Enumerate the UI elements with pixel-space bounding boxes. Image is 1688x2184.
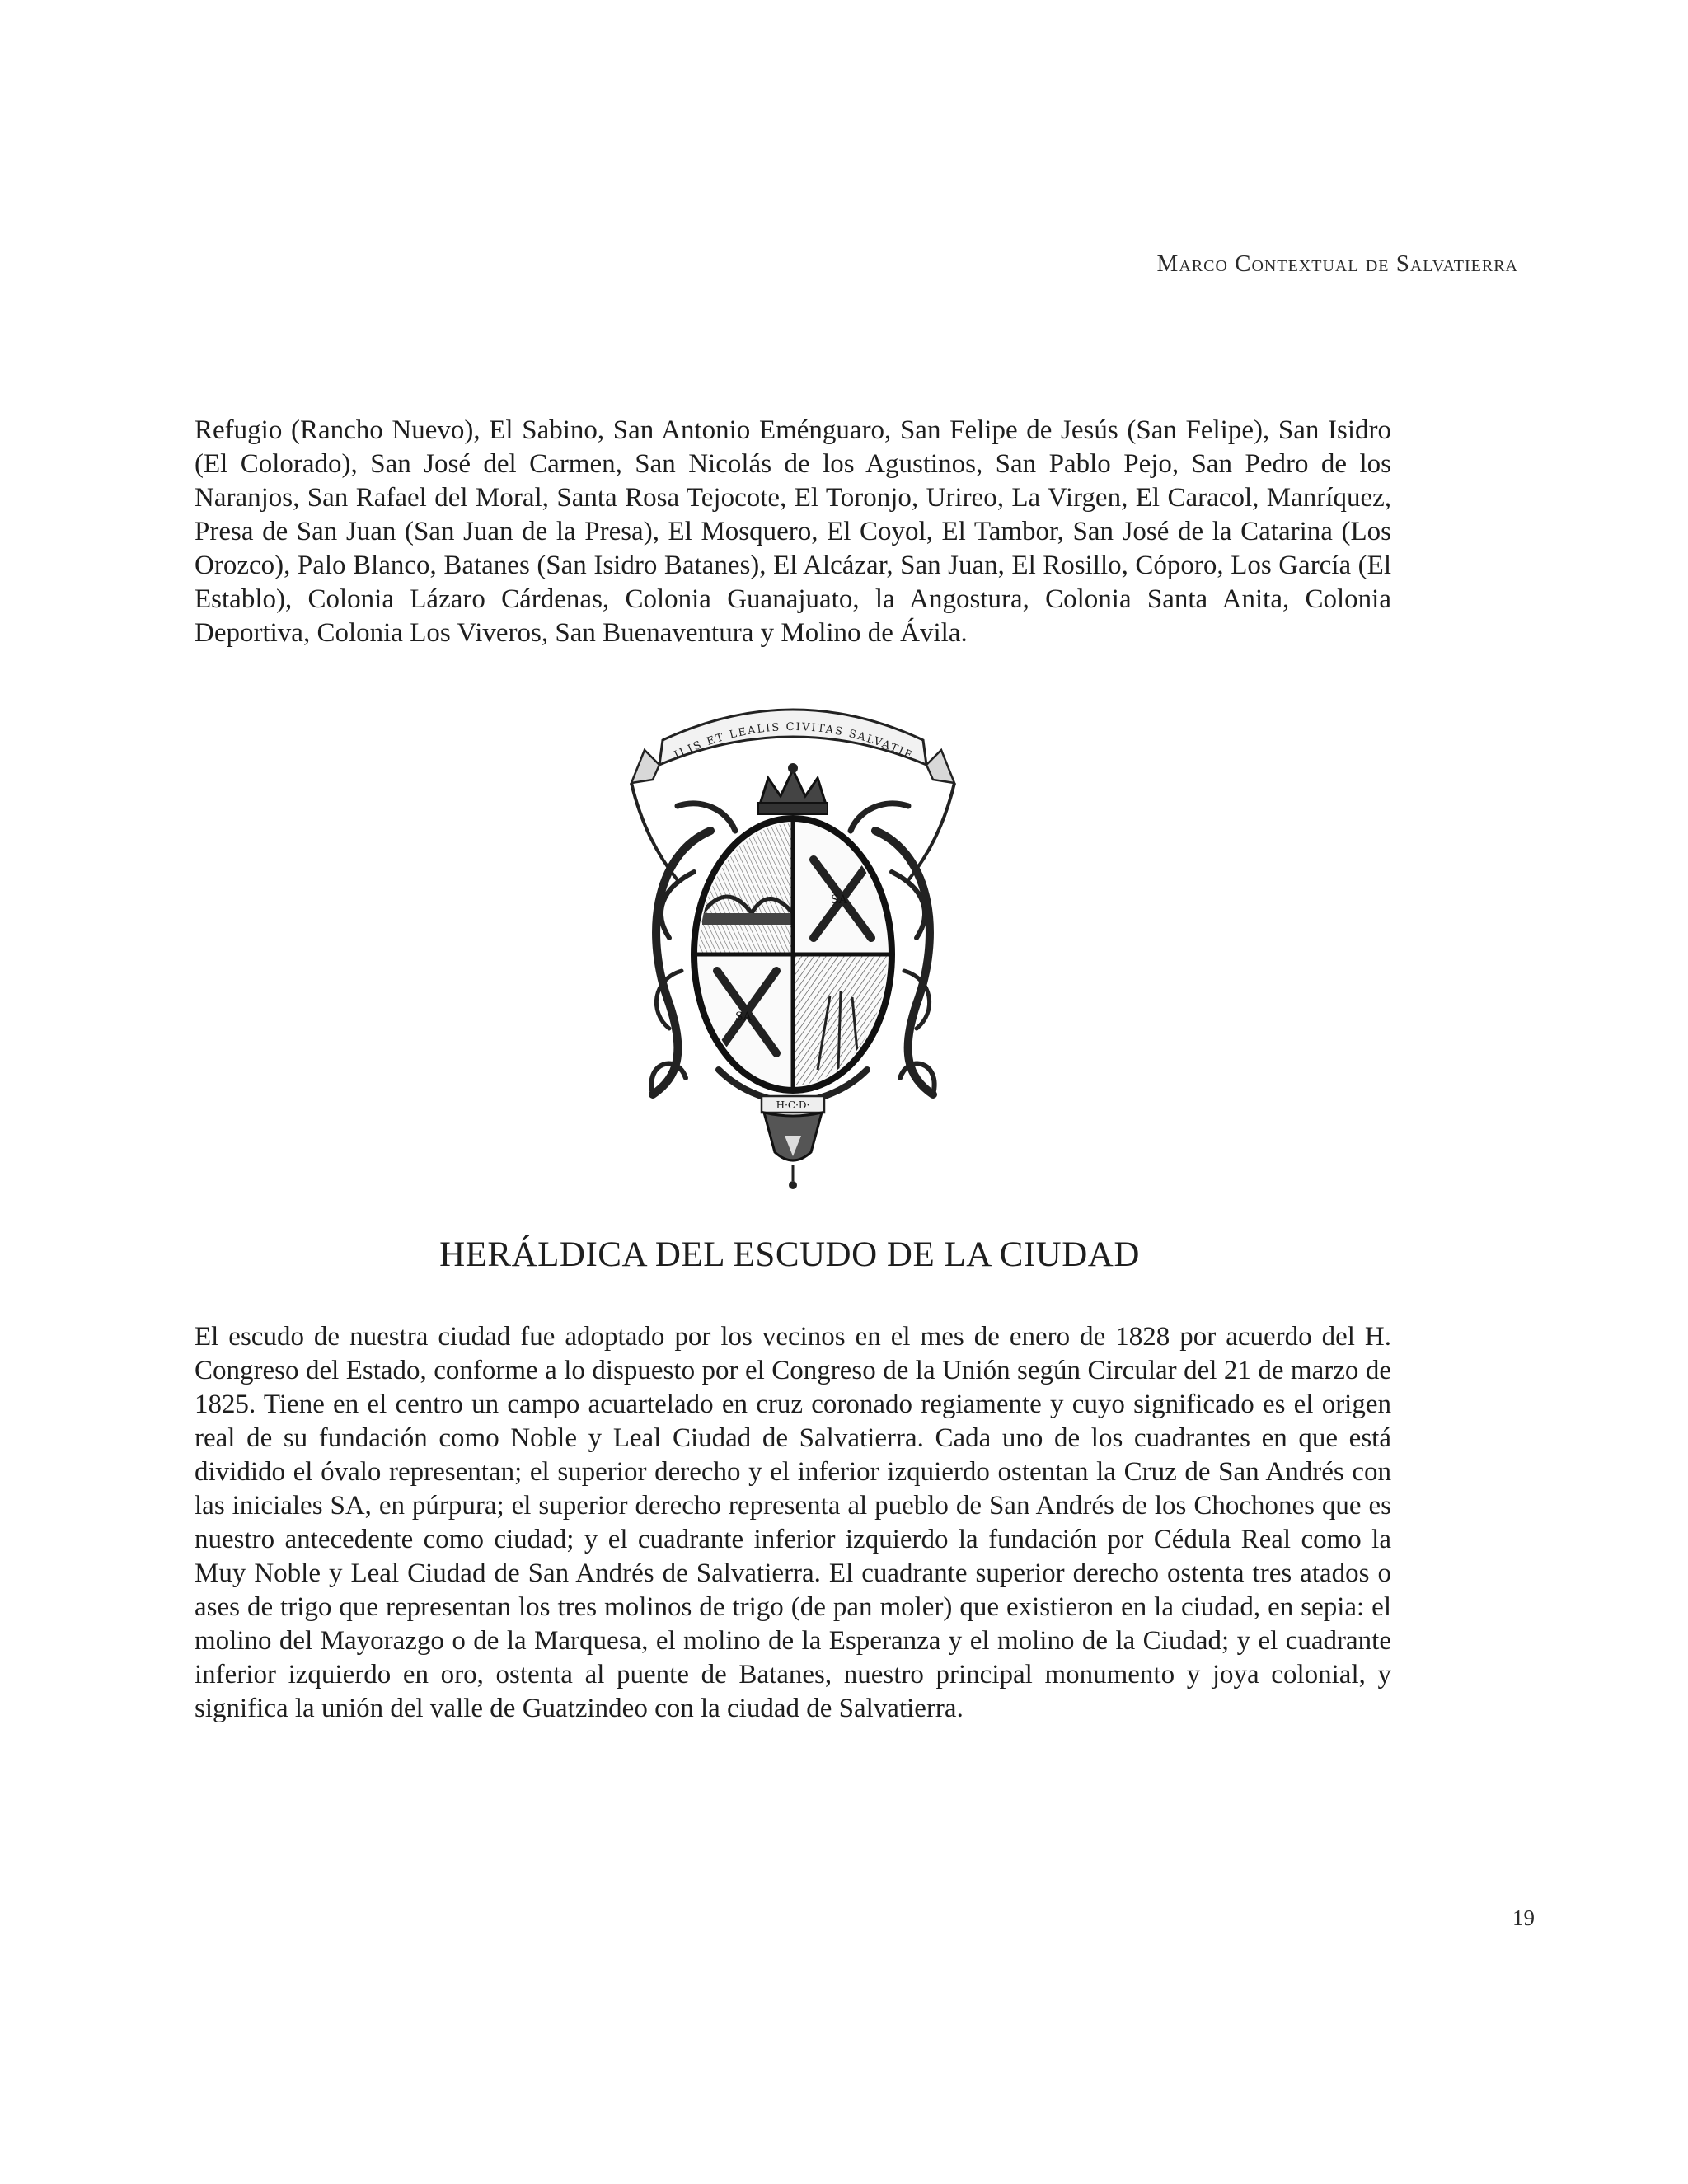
base-inscription: H·C·D·: [776, 1099, 810, 1111]
section-body-paragraph: El escudo de nuestra ciudad fue adoptado por los vecinos en el mes de enero de 1828 por acuerdo del H. Congreso del Estado, conforme a lo dispuesto por el Congreso de la Unión según Circular del 21 de marzo de 1825. Tiene en el centro un campo acuartelado en cruz coronado regiamente y cuyo significado es el origen real de su fundación como Noble y Leal Ciudad de Salvatierra. Cada uno de los cuadrantes en que está dividido el óvalo representan; el superior derecho y el inferior izquierdo ostentan la Cruz de San Andrés con las iniciales SA, en púrpura; el superior derecho representa al pueblo de San Andrés de los Chochones que es nuestro antecedente como ciudad; y el cuadrante inferior izquierdo la fundación por Cédula Real como la Muy Noble y Leal Ciudad de San Andrés de Salvatierra. El cuadrante superior derecho ostenta tres atados o ases de trigo que representan los tres molinos de trigo (de pan moler) que existieron en la ciudad, en sepia: el molino del Mayorazgo o de la Marquesa, el molino de la Esperanza y el molino de la Ciudad; y el cuadrante inferior izquierdo en oro, ostenta al puente de Batanes, nuestro principal monumento y joya colonial, y significa la unión del valle de Guatzindeo con la ciudad de Salvatierra.: [195, 1322, 1391, 1723]
intro-paragraph: Refugio (Rancho Nuevo), El Sabino, San Antonio Eménguaro, San Felipe de Jesús (San Felipe), San Isidro (El Colorado), San José del Carmen, San Nicolás de los Agustinos, San Pablo Pejo, San Pedro de los Naranjos, San Rafael del Moral, Santa Rosa Tejocote, El Toronjo, Urireo, La Virgen, El Caracol, Manríquez, Presa de San Juan (San Juan de la Presa), El Mosquero, El Coyol, El Tambor, San José de la Catarina (Los Orozco), Palo Blanco, Batanes (San Isidro Batanes), El Alcázar, San Juan, El Rosillo, Cóporo, Los García (El Establo), Colonia Lázaro Cárdenas, Colonia Guanajuato, la Angostura, Colonia Santa Anita, Colonia Deportiva, Colonia Los Viveros, San Buenaventura y Molino de Ávila.: [195, 415, 1391, 648]
coat-of-arms-illustration: [620, 707, 966, 1193]
crown-icon: [758, 763, 828, 814]
initials-upper-right: SA: [831, 893, 847, 907]
quadrant-upper-left: [699, 823, 793, 954]
section-title: HERÁLDICA DEL ESCUDO DE LA CIUDAD: [439, 1235, 1140, 1274]
page-number: 19: [1512, 1905, 1535, 1930]
city-coat-of-arms: [620, 707, 966, 1193]
shield: [694, 818, 892, 1090]
pendant-base: [762, 1096, 824, 1189]
initials-lower-left: SA: [735, 1010, 752, 1024]
ribbon-motto: ILIS ET LEALIS CIVITAS SALVATIE: [672, 720, 916, 763]
running-header: Marco Contextual de Salvatierra: [1156, 251, 1518, 277]
